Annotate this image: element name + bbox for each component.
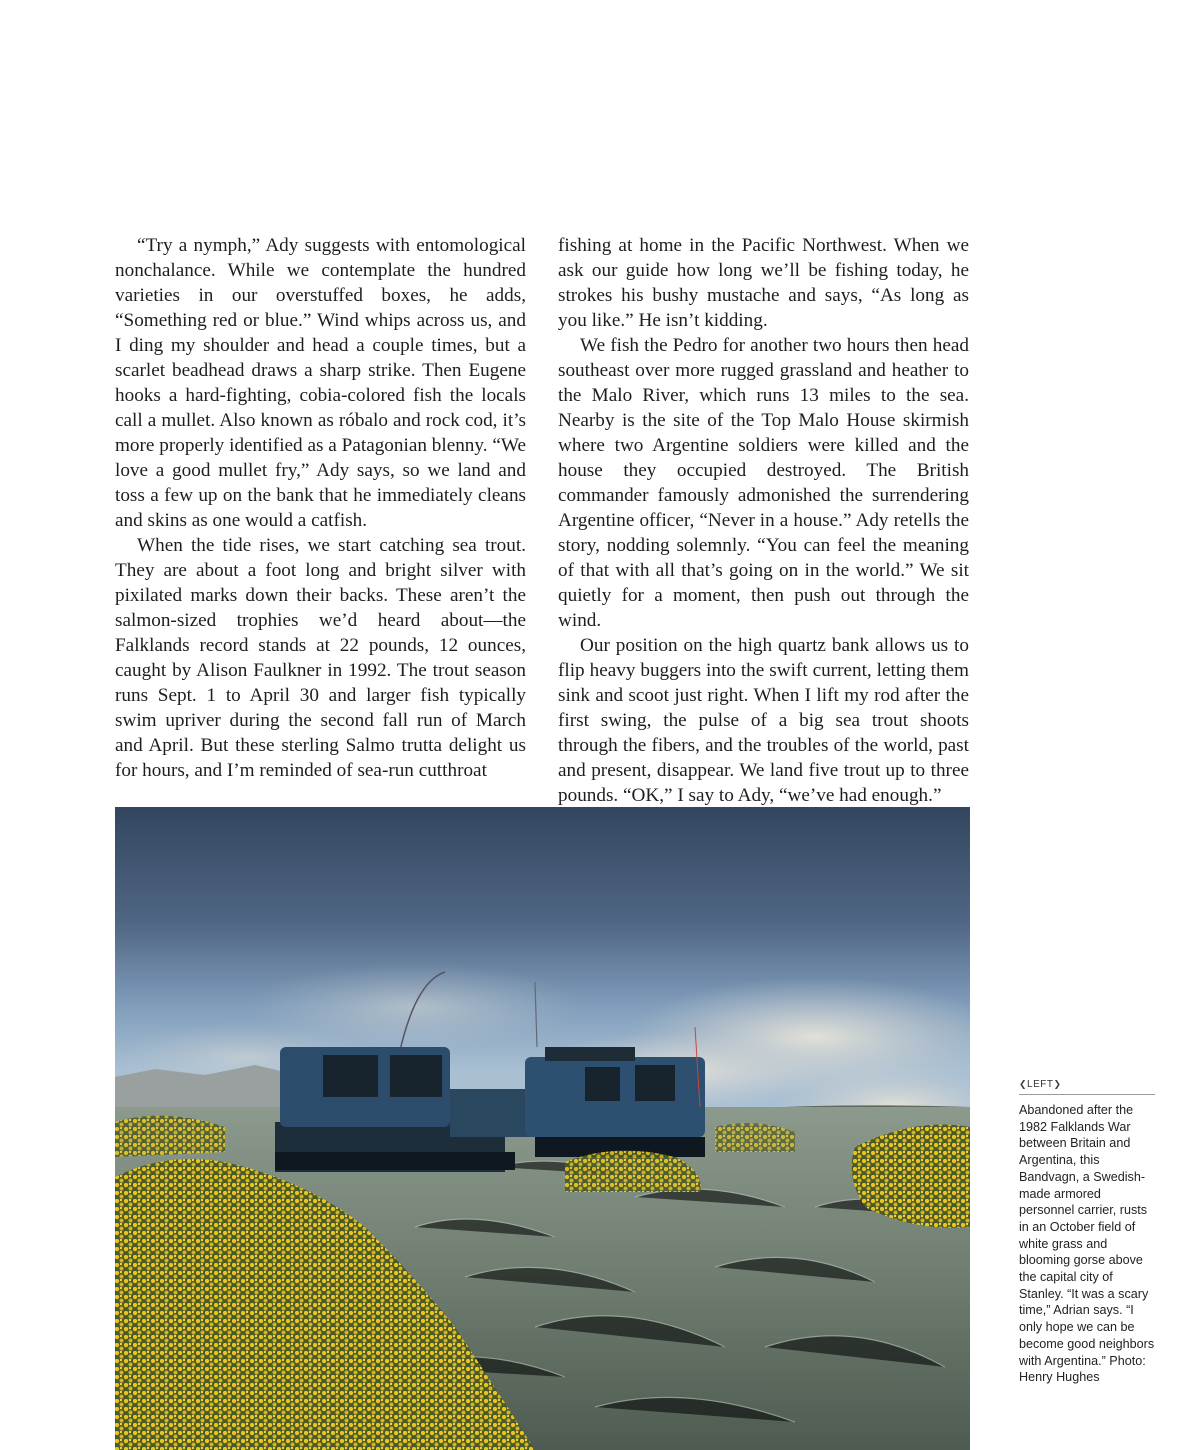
caption-tag-text: LEFT — [1027, 1079, 1054, 1090]
article-paragraph: fishing at home in the Pacific Northwest. When we ask our guide how long we’ll be fishing today, he strokes his bushy mustache and says, “As long as you like.” He isn’t kidding. — [558, 235, 969, 331]
caption-label — [1019, 1079, 1155, 1095]
article-column-right — [558, 233, 969, 808]
bandvagn-photo — [115, 807, 970, 1450]
article-paragraph: Our position on the high quartz bank allows us to flip heavy buggers into the swift current, letting them sink and scoot just right. When I lift my rod after the first swing, the pulse of a big sea trout shoots through the fibers, and the troubles of the world, past and present, disappear. We land five trout up to three pounds. “OK,” I say to Ady, “we’ve had enough.” — [558, 635, 969, 806]
caption-text: Abandoned after the 1982 Falklands War between Britain and Argentina, this Bandvagn, a Swedish-made armored personnel carrier, rusts in an October field of white grass and blooming gorse above the capital city of Stanley. “It was a scary time,” Adrian says. “I only hope we can be become good neighbors with Argentina.” Photo: Henry Hughes — [1019, 1103, 1155, 1385]
article-paragraph: When the tide rises, we start catching sea trout. They are about a foot long and bright silver with pixilated marks down their backs. These aren’t the salmon-sized trophies we’d heard about—the Falklands record stands at 22 pounds, 12 ounces, caught by Alison Faulkner in 1992. The trout season runs Sept. 1 to April 30 and larger fish typically swim upriver during the second fall run of March and April. But these sterling Salmo trutta delight us for hours, and I’m reminded of sea-run cutthroat — [115, 535, 526, 781]
article-column-left — [115, 233, 526, 783]
photo-caption — [1019, 1079, 1155, 1386]
article-paragraph: “Try a nymph,” Ady suggests with entomological nonchalance. While we contemplate the hundred varieties in our overstuffed boxes, he adds, “Something red or blue.” Wind whips across us, and I ding my shoulder and head a couple times, but a scarlet beadhead draws a sharp strike. Then Eugene hooks a hard-fighting, cobia-colored fish the locals call a mullet. Also known as róbalo and rock cod, it’s more properly identified as a Patagonian blenny. “We love a good mullet fry,” Ady says, so we land and toss a few up on the bank that he immediately cleans and skins as one would a catfish. — [115, 235, 526, 531]
article-paragraph: We fish the Pedro for another two hours then head southeast over more rugged grassland and heather to the Malo River, which runs 13 miles to the sea. Nearby is the site of the Top Malo House skirmish where two Argentine soldiers were killed and the house they occupied destroyed. The British commander famously admonished the surrendering Argentine officer, “Never in a house.” Ady retells the story, nodding solemnly. “You can feel the meaning of that with all that’s going on in the world.” We sit quietly for a moment, then push out through the wind. — [558, 335, 969, 631]
caption-bracket-left-icon: ❮ — [1019, 1079, 1028, 1089]
caption-bracket-right-icon: ❯ — [1053, 1079, 1062, 1089]
